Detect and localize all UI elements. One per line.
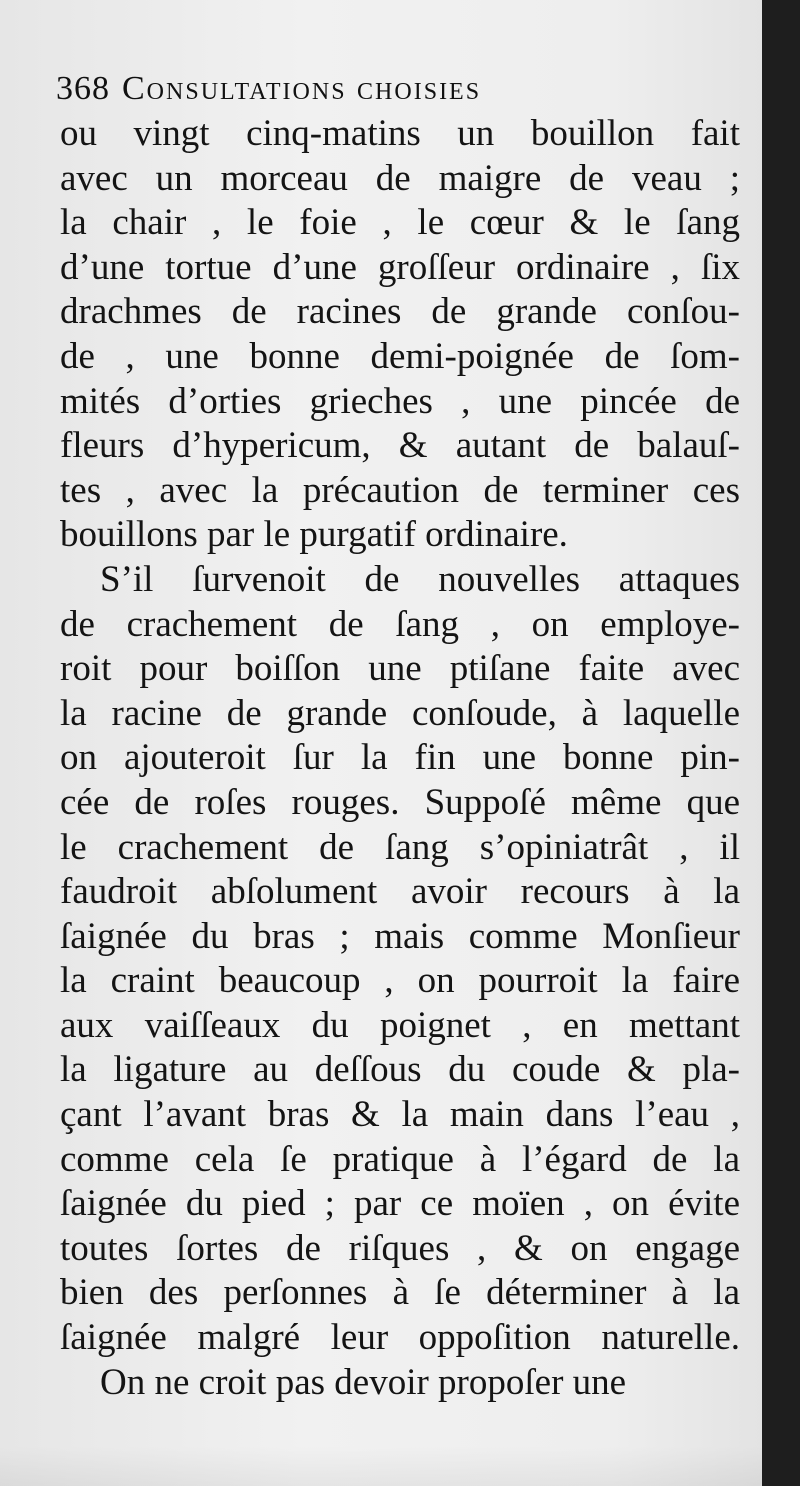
page-number: 368 — [56, 70, 110, 107]
text-line: cée de roſes rouges. Suppoſé même que — [60, 781, 740, 823]
text-line: faudroit abſolument avoir recours à la — [60, 871, 740, 913]
text-line: drachmes de racines de grande conſou- — [60, 291, 740, 333]
text-line: la craint beaucoup , on pourroit la faire — [60, 960, 740, 1002]
text-line: la ligature au deſſous du coude & pla- — [60, 1049, 740, 1091]
text-line: çant l’avant bras & la main dans l’eau , — [60, 1094, 740, 1136]
paragraph-first-line: S’il ſurvenoit de nouvelles attaques — [100, 558, 740, 600]
text-line: mités d’orties grieches , une pincée de — [60, 380, 740, 422]
text-line: de crachement de ſang , on employe- — [60, 603, 740, 645]
text-line: on ajouteroit ſur la fin une bonne pin- — [60, 737, 740, 779]
text-line: ou vingt cinq-matins un bouillon fait — [60, 113, 740, 154]
text-line: de , une bonne demi-poignée de ſom- — [60, 335, 740, 377]
text-line: ſaignée du bras ; mais comme Monſieur — [60, 915, 740, 957]
text-line: comme cela ſe pratique à l’égard de la — [60, 1138, 740, 1180]
text-line: la chair , le foie , le cœur & le ſang — [60, 202, 740, 244]
paragraph-first-line: On ne croit pas devoir propoſer une — [100, 1361, 627, 1403]
text-line: tes , avec la précaution de terminer ces — [60, 469, 740, 511]
text-line: toutes ſortes de riſques , & on engage — [60, 1227, 740, 1269]
text-line: roit pour boiſſon une ptiſane faite avec — [60, 648, 740, 690]
text-line: le crachement de ſang s’opiniatrât , il — [60, 826, 740, 868]
running-title: Consultations choisies — [122, 70, 482, 107]
text-line: bien des perſonnes à ſe déterminer à la — [60, 1272, 740, 1314]
text-line: ſaignée malgré leur oppoſition naturelle. — [60, 1317, 740, 1359]
text-line: ſaignée du pied ; par ce moïen , on évite — [60, 1183, 740, 1225]
page-header — [56, 70, 736, 110]
text-line: avec un morceau de maigre de veau ; — [60, 157, 740, 199]
text-line: fleurs d’hypericum, & autant de balauſ- — [60, 425, 740, 467]
text-line: bouillons par le purgatif ordinaire. — [60, 514, 568, 556]
text-line: la racine de grande conſoude, à laquelle — [60, 692, 740, 734]
body-text — [60, 112, 740, 1405]
text-line: aux vaiſſeaux du poignet , en mettant — [60, 1004, 740, 1046]
text-line: d’une tortue d’une groſſeur ordinaire , ſix — [60, 246, 740, 288]
